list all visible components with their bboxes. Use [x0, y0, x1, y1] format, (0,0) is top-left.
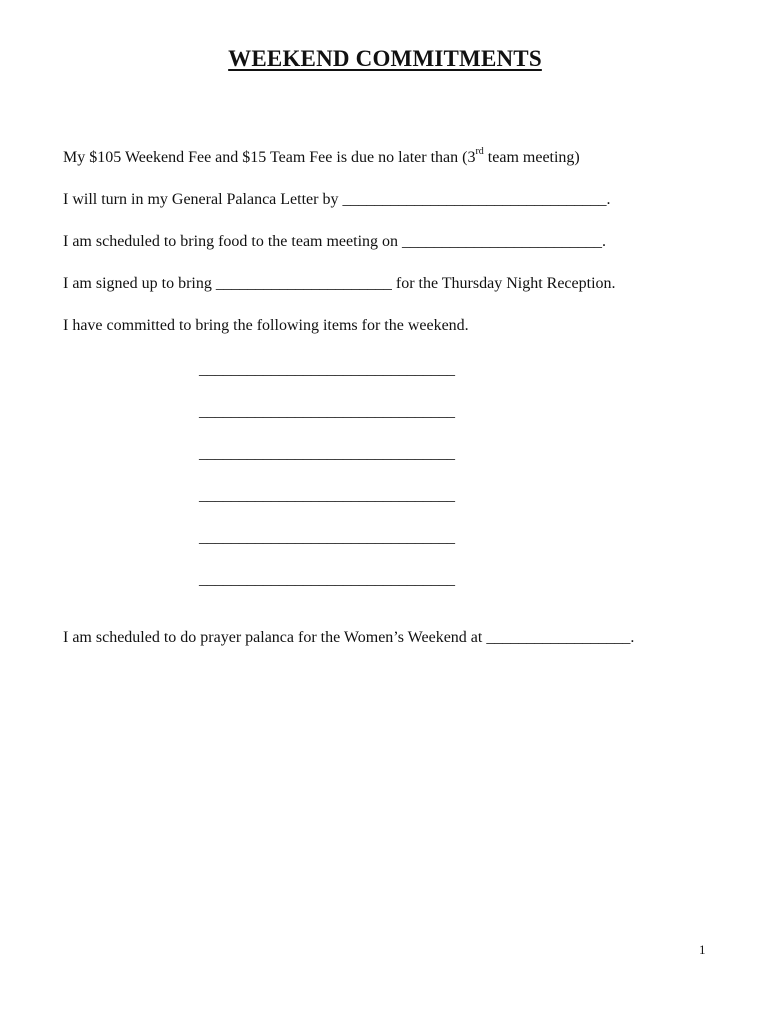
prayer-palanca-line: I am scheduled to do prayer palanca for the Women’s Weekend at __________________.: [63, 629, 635, 646]
list-item: ________________________________: [199, 571, 455, 588]
list-item: ________________________________: [199, 487, 455, 504]
fee-due-text: My $105 Weekend Fee and $15 Team Fee is due no later than (3: [63, 149, 476, 166]
list-item: ________________________________: [199, 529, 455, 546]
weekend-items-intro: I have committed to bring the following items for the weekend.: [63, 317, 469, 334]
weekend-items-list: [199, 360, 455, 612]
page-number: 1: [699, 942, 706, 957]
list-item: ________________________________: [199, 361, 455, 378]
list-item: ________________________________: [199, 403, 455, 420]
list-item: ________________________________: [199, 445, 455, 462]
fee-due-text-end: team meeting): [483, 149, 580, 166]
ordinal-suffix: rd: [475, 145, 484, 157]
thursday-reception-line: I am signed up to bring ______________________ for the Thursday Night Reception.: [63, 275, 616, 292]
fee-due-line: [63, 145, 580, 168]
page-title: WEEKEND COMMITMENTS: [228, 46, 542, 71]
team-meeting-food-line: I am scheduled to bring food to the team meeting on _________________________.: [63, 233, 607, 250]
palanca-letter-line: I will turn in my General Palanca Letter by _________________________________.: [63, 191, 611, 208]
